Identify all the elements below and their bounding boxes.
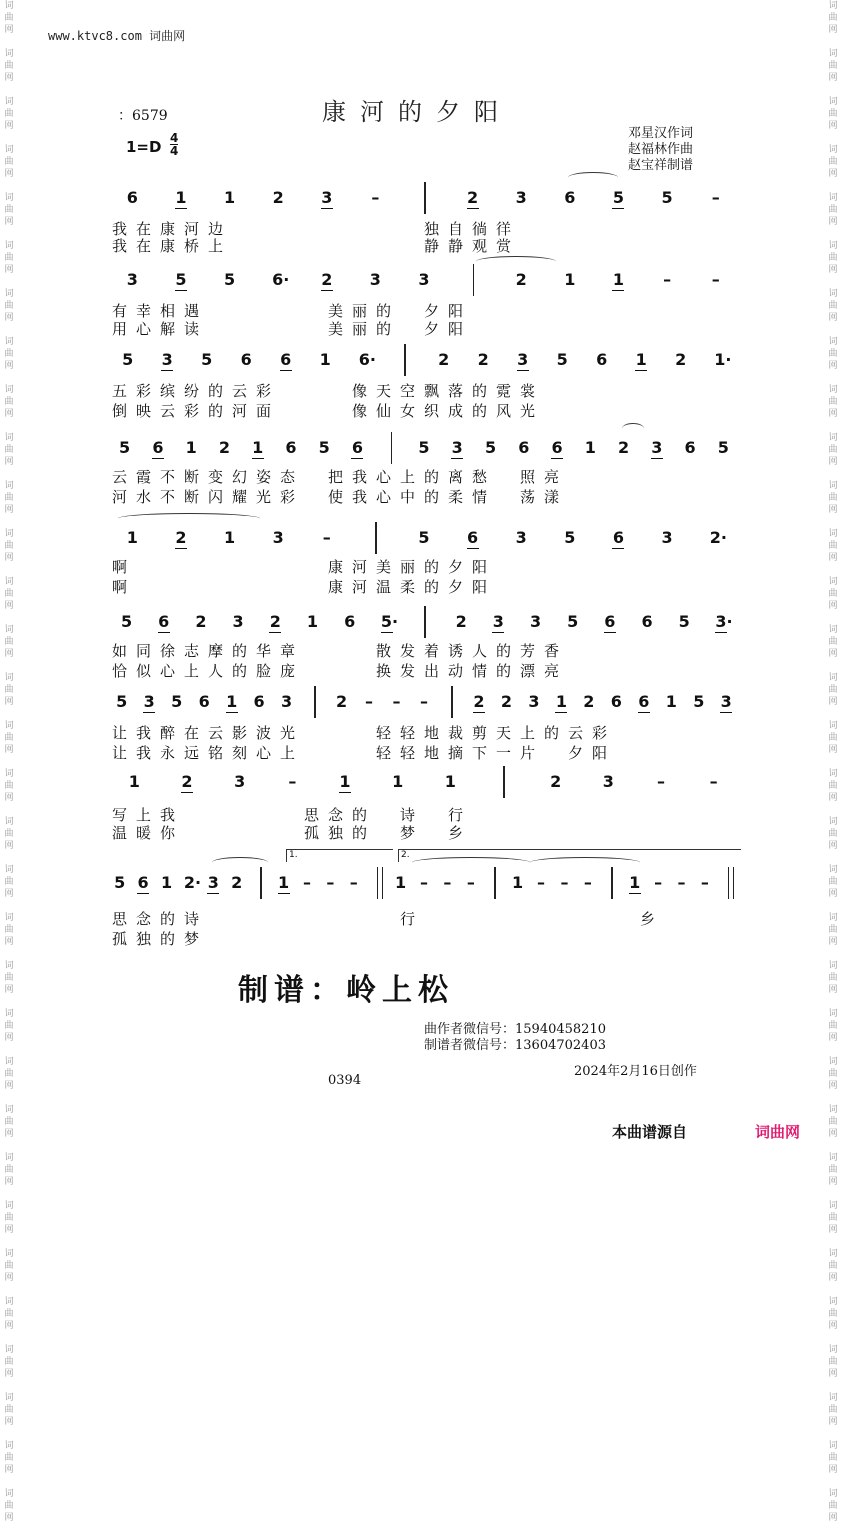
- note: –: [711, 188, 720, 207]
- note: 2: [550, 772, 562, 791]
- bar-line: [473, 264, 475, 296]
- note: 1: [319, 350, 331, 369]
- volta-2: 2.: [398, 849, 741, 862]
- bar-line: [260, 867, 262, 899]
- note: 6: [152, 438, 164, 457]
- note: –: [288, 772, 297, 791]
- note: 1: [584, 438, 596, 457]
- bar-line: [375, 522, 377, 554]
- note: 1: [223, 188, 236, 207]
- creation-date: 2024年2月16日创作: [574, 1064, 697, 1079]
- note: –: [302, 873, 311, 892]
- note: 6: [240, 350, 252, 369]
- note: 3: [143, 692, 155, 711]
- note: 5: [693, 692, 705, 711]
- note: 6·: [272, 270, 290, 289]
- note: 2: [195, 612, 207, 631]
- bar-line: [611, 867, 613, 899]
- note: 1: [126, 528, 138, 547]
- note: 2: [618, 438, 630, 457]
- bar-line: [494, 867, 496, 899]
- score-row-9: [108, 873, 740, 909]
- slur: [568, 172, 618, 183]
- note: 5: [121, 612, 133, 631]
- note: 3: [281, 692, 293, 711]
- note: 6: [641, 612, 653, 631]
- note: –: [349, 873, 358, 892]
- note: 1: [226, 692, 238, 711]
- note: 5: [567, 612, 579, 631]
- note: 1: [512, 873, 524, 892]
- note: 5: [661, 188, 673, 207]
- note: 1: [555, 692, 567, 711]
- note: 2: [321, 270, 333, 289]
- note: 2: [218, 438, 230, 457]
- note: 2: [181, 772, 193, 791]
- bar-line: [377, 867, 383, 899]
- note: 3: [492, 612, 504, 631]
- note: –: [711, 270, 720, 289]
- note: 1: [339, 772, 351, 791]
- note: 6: [467, 528, 479, 547]
- note: 6: [684, 438, 696, 457]
- source-label: 本曲谱源自: [612, 1123, 688, 1141]
- note: 3·: [715, 612, 733, 631]
- note: 1·: [714, 350, 732, 369]
- note: 3: [451, 438, 463, 457]
- note: 5: [223, 270, 236, 289]
- note: 5: [556, 350, 568, 369]
- note: 6: [612, 528, 625, 547]
- note: –: [420, 692, 428, 711]
- note: 1: [635, 350, 647, 369]
- note: 3: [161, 350, 173, 369]
- note: –: [466, 873, 475, 892]
- note: 3: [661, 528, 673, 547]
- note: 5: [484, 438, 497, 457]
- note: 5: [678, 612, 690, 631]
- bar-line: [451, 686, 453, 718]
- note: 5: [418, 528, 430, 547]
- bar-line: [391, 432, 393, 464]
- note: 2: [231, 873, 243, 892]
- note: 6: [126, 188, 138, 207]
- note: 5: [114, 873, 126, 892]
- note: 3: [126, 270, 138, 289]
- note: 3: [369, 270, 381, 289]
- note: 3: [418, 270, 430, 289]
- note: 5: [318, 438, 330, 457]
- note: 3: [321, 188, 333, 207]
- bar-line: [503, 766, 505, 798]
- site-url[interactable]: www.ktvc8.com 词曲网: [48, 29, 186, 43]
- brand-link[interactable]: 词曲网: [755, 1123, 801, 1141]
- note: 5: [564, 528, 576, 547]
- note: 1: [160, 873, 173, 892]
- note: –: [443, 873, 452, 892]
- note: 2: [175, 528, 187, 547]
- note: 5: [612, 188, 625, 207]
- score-row-8: [108, 772, 740, 808]
- note: 6: [638, 692, 650, 711]
- arranger-wechat: 制谱者微信号：13604702403: [424, 1038, 606, 1053]
- note: 6: [344, 612, 356, 631]
- note: 2: [500, 692, 512, 711]
- note: –: [583, 873, 592, 892]
- note: 2: [473, 692, 485, 711]
- note: 1: [444, 772, 456, 791]
- note: 6: [280, 350, 292, 369]
- note: 3: [720, 692, 732, 711]
- note: 3: [515, 188, 527, 207]
- note: 2·: [709, 528, 727, 547]
- note: –: [322, 528, 331, 547]
- bar-line: [404, 344, 406, 376]
- note: 1: [252, 438, 264, 457]
- composer-wechat: 曲作者微信号：15940458210: [424, 1022, 606, 1037]
- note: 6: [610, 692, 622, 711]
- note: 3: [602, 772, 614, 791]
- note: 1: [223, 528, 236, 547]
- note: 1: [612, 270, 625, 289]
- song-title: 康河的夕阳: [322, 98, 512, 126]
- note: 5: [171, 692, 183, 711]
- note: 1: [564, 270, 576, 289]
- note: 6: [253, 692, 265, 711]
- note: 6: [285, 438, 297, 457]
- note: 1: [175, 188, 187, 207]
- note: –: [657, 772, 665, 791]
- bar-line: [424, 182, 426, 214]
- note: 2: [467, 188, 479, 207]
- note: 2: [335, 692, 348, 711]
- note: 1: [185, 438, 197, 457]
- slur: [476, 256, 556, 267]
- note: 2: [477, 350, 489, 369]
- note: –: [709, 772, 718, 791]
- song-number: ：6579: [118, 108, 168, 124]
- note: 5: [418, 438, 430, 457]
- slur: [118, 513, 260, 524]
- note: –: [663, 270, 672, 289]
- slur: [622, 423, 644, 434]
- note: –: [420, 873, 428, 892]
- note: 6: [137, 873, 149, 892]
- note: 3: [515, 528, 527, 547]
- note: –: [537, 873, 546, 892]
- note: 3: [272, 528, 284, 547]
- note: 3: [234, 772, 246, 791]
- side-watermark-right: 词 曲 网 词 曲 网 词 曲 网 词 曲 网 词 曲 网 词 曲 网 词 曲 网 词 曲 网 词 曲 网 词 曲 网 词 曲 网 词 曲 网 词 曲 网 词 曲 网 词 曲 网 词 曲 网 词 曲 网 词 曲 网 词 曲 网 词 曲 网 词 曲 网 词 曲 网 词 曲 网 词 曲 网 词 曲 网 词 曲 网 词 曲 网 词 曲 网 词 曲 网 词 曲 网 词 曲 网 词 曲 网: [828, 1, 838, 1523]
- composer-credit: 赵福林作曲: [628, 142, 694, 157]
- note: 2: [515, 270, 527, 289]
- slur: [412, 857, 530, 868]
- note: –: [392, 692, 401, 711]
- note: 6: [551, 438, 563, 457]
- note: –: [700, 873, 709, 892]
- note: 1: [128, 772, 140, 791]
- side-watermark-left: 词 曲 网 词 曲 网 词 曲 网 词 曲 网 词 曲 网 词 曲 网 词 曲 网 词 曲 网 词 曲 网 词 曲 网 词 曲 网 词 曲 网 词 曲 网 词 曲 网 词 曲 网 词 曲 网 词 曲 网 词 曲 网 词 曲 网 词 曲 网 词 曲 网 词 曲 网 词 曲 网 词 曲 网 词 曲 网 词 曲 网 词 曲 网 词 曲 网 词 曲 网 词 曲 网 词 曲 网 词 曲 网: [4, 1, 14, 1523]
- note: 5: [119, 438, 131, 457]
- note: 3: [529, 612, 542, 631]
- note: 6: [564, 188, 576, 207]
- note: –: [677, 873, 686, 892]
- note: 6·: [358, 350, 376, 369]
- slur: [530, 857, 640, 868]
- note: 6: [518, 438, 530, 457]
- note: 5: [175, 270, 187, 289]
- volta-1: 1.: [286, 849, 393, 862]
- note: 6: [198, 692, 210, 711]
- note: 3: [528, 692, 540, 711]
- time-signature: 4 4: [170, 131, 179, 158]
- arranger-credit: 赵宝祥制谱: [628, 158, 694, 173]
- note: –: [654, 873, 663, 892]
- note: 2: [438, 350, 450, 369]
- note: 1: [392, 772, 404, 791]
- note: 1: [665, 692, 677, 711]
- note: 5: [201, 350, 213, 369]
- note: 2: [583, 692, 595, 711]
- note: 3: [232, 612, 244, 631]
- slur: [212, 857, 268, 868]
- note: 2: [269, 612, 281, 631]
- lyricist-credit: 邓星汉作词: [628, 126, 694, 141]
- note: –: [560, 873, 569, 892]
- note: 3: [207, 873, 219, 892]
- note: 5: [717, 438, 729, 457]
- score-code: 0394: [328, 1073, 362, 1088]
- note: 3: [651, 438, 663, 457]
- note: –: [371, 188, 380, 207]
- key-signature: 1=D: [126, 138, 162, 156]
- note: 6: [604, 612, 616, 631]
- arranger-signature: 制谱：岭上松: [238, 973, 454, 1008]
- note: 2: [675, 350, 687, 369]
- note: 6: [158, 612, 170, 631]
- note: 6: [596, 350, 608, 369]
- note: 1: [277, 873, 290, 892]
- bar-line: [314, 686, 316, 718]
- note: 3: [517, 350, 529, 369]
- note: 2: [272, 188, 284, 207]
- note: 1: [395, 873, 407, 892]
- note: 5: [116, 692, 128, 711]
- note: –: [365, 692, 374, 711]
- bar-line: [728, 867, 734, 899]
- note: 5: [122, 350, 134, 369]
- note: 6: [351, 438, 364, 457]
- note: –: [326, 873, 335, 892]
- note: 5·: [380, 612, 399, 631]
- note: 2·: [183, 873, 202, 892]
- note: 1: [629, 873, 641, 892]
- note: 2: [455, 612, 467, 631]
- note: 1: [306, 612, 319, 631]
- bar-line: [424, 606, 426, 638]
